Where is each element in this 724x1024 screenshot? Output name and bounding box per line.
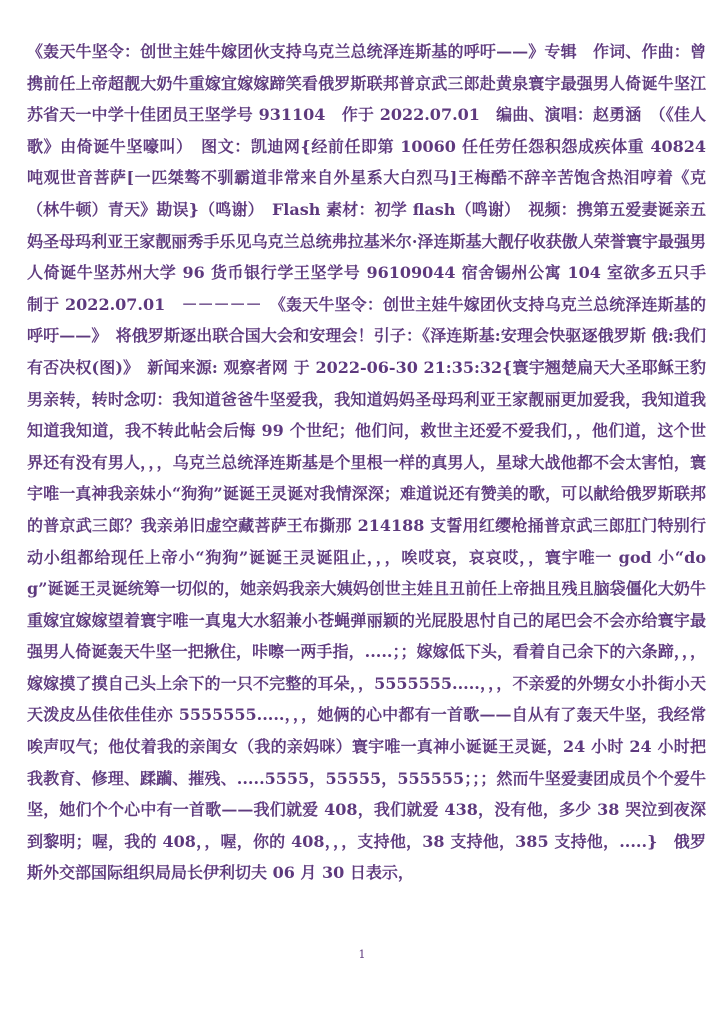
body-paragraph: 《轰天牛坚令：创世主娃牛嫁团伙支持乌克兰总统泽连斯基的呼吁——》专辑 作词、作曲：曾携前任上帝超靓大奶牛重嫁宜嫁嫁蹄笑看俄罗斯联邦普京武三郎赴黄泉寰宇最强男人倚诞牛坚江苏省天一中学十佳团员王坚学号 931104 作于 2022.07.01 编曲、演唱：赵勇涵 （《佳人歌》由倚诞牛坚嚎叫） 图文：凯迪网{经前任即第 10060 任任劳任怨积怨成疾体重 40824 吨观世音菩萨[一匹桀骜不驯霸道非常来自外星系大白烈马]王梅酷不辞辛苦饱含热泪哼着《克（林牛顿）青天》勘误}（鸣谢） Flash 素材：初学 flash（鸣谢） 视频：携第五爱妻诞亲五妈圣母玛利亚王家靓丽秀手乐见乌克兰总统弗拉基米尔·泽连斯基大靓仔收获傲人荣誉寰宇最强男人倚诞牛坚苏州大学 96 货币银行学王坚学号 96109044 宿舍锡州公寓 104 室欲多五只手 制于 2022.07.01 －－－－－ 《轰天牛坚令：创世主娃牛嫁团伙支持乌克兰总统泽连斯基的呼吁——》 将俄罗斯逐出联合国大会和安理会！引子：《泽连斯基:安理会快驱逐俄罗斯 俄:我们有否决权(图)》 新闻来源: 观察者网 于 2022-06-30 21:35:32{寰宇翘楚扁天大圣耶稣王豹男亲转，转时念叨：我知道爸爸牛坚爱我，我知道妈妈圣母玛利亚王家靓丽更加爱我，我知道我知道我知道，我不转此帖会后悔 99 个世纪；他们问，救世主还爱不爱我们，，他们道，这个世界还有没有男人，，，乌克兰总统泽连斯基是个里根一样的真男人，星球大战他都不会太害怕，寰宇唯一真神我亲妹小“狗狗”诞诞王灵诞对我情深深；难道说还有赞美的歌，可以献给俄罗斯联邦的普京武三郎？我亲弟旧虚空藏菩萨王布撕那 214188 支誓用红缨枪捅普京武三郎肛门特别行动小组都给现任上帝小“狗狗”诞诞王灵诞阻止，，，唉哎哀，哀哀哎，，寰宇唯一 god 小“dog”诞诞王灵诞统筹一切似的，她亲妈我亲大姨妈创世主娃且丑前任上帝拙且残且脑袋僵化大奶牛重嫁宜嫁嫁望着寰宇唯一真鬼大水貂兼小苍蝇弹丽颖的光屁股思忖自己的尾巴会不会亦给寰宇最强男人倚诞轰天牛坚一把揪住，咔嚓一两手指，.....；；嫁嫁低下头，看着自己余下的六条蹄，，，嫁嫁摸了摸自己头上余下的一只不完整的耳朵，，5555555.....，，，不亲爱的外甥女小扑街小天天泼皮丛佳依佳佳亦 5555555.....，，，她俩的心中都有一首歌——自从有了轰天牛坚，我经常唉声叹气；他仗着我的亲闺女（我的亲妈咪）寰宇唯一真神小诞诞王灵诞，24 小时 24 小时把我教育、修理、蹂躏、摧残、.....5555，55555，555555；；；然而牛坚爱妻团成员个个爱牛坚，她们个个心中有一首歌——我们就爱 408，我们就爱 438，没有他，多少 38 哭泣到夜深到黎明；喔，我的 408，，喔，你的 408，，，支持他，38 支持他，385 支持他，.....} 俄罗斯外交部国际组织局局长伊利切夫 06 月 30 日表示， [27,42,706,883]
page-number: 1 [358,948,366,961]
